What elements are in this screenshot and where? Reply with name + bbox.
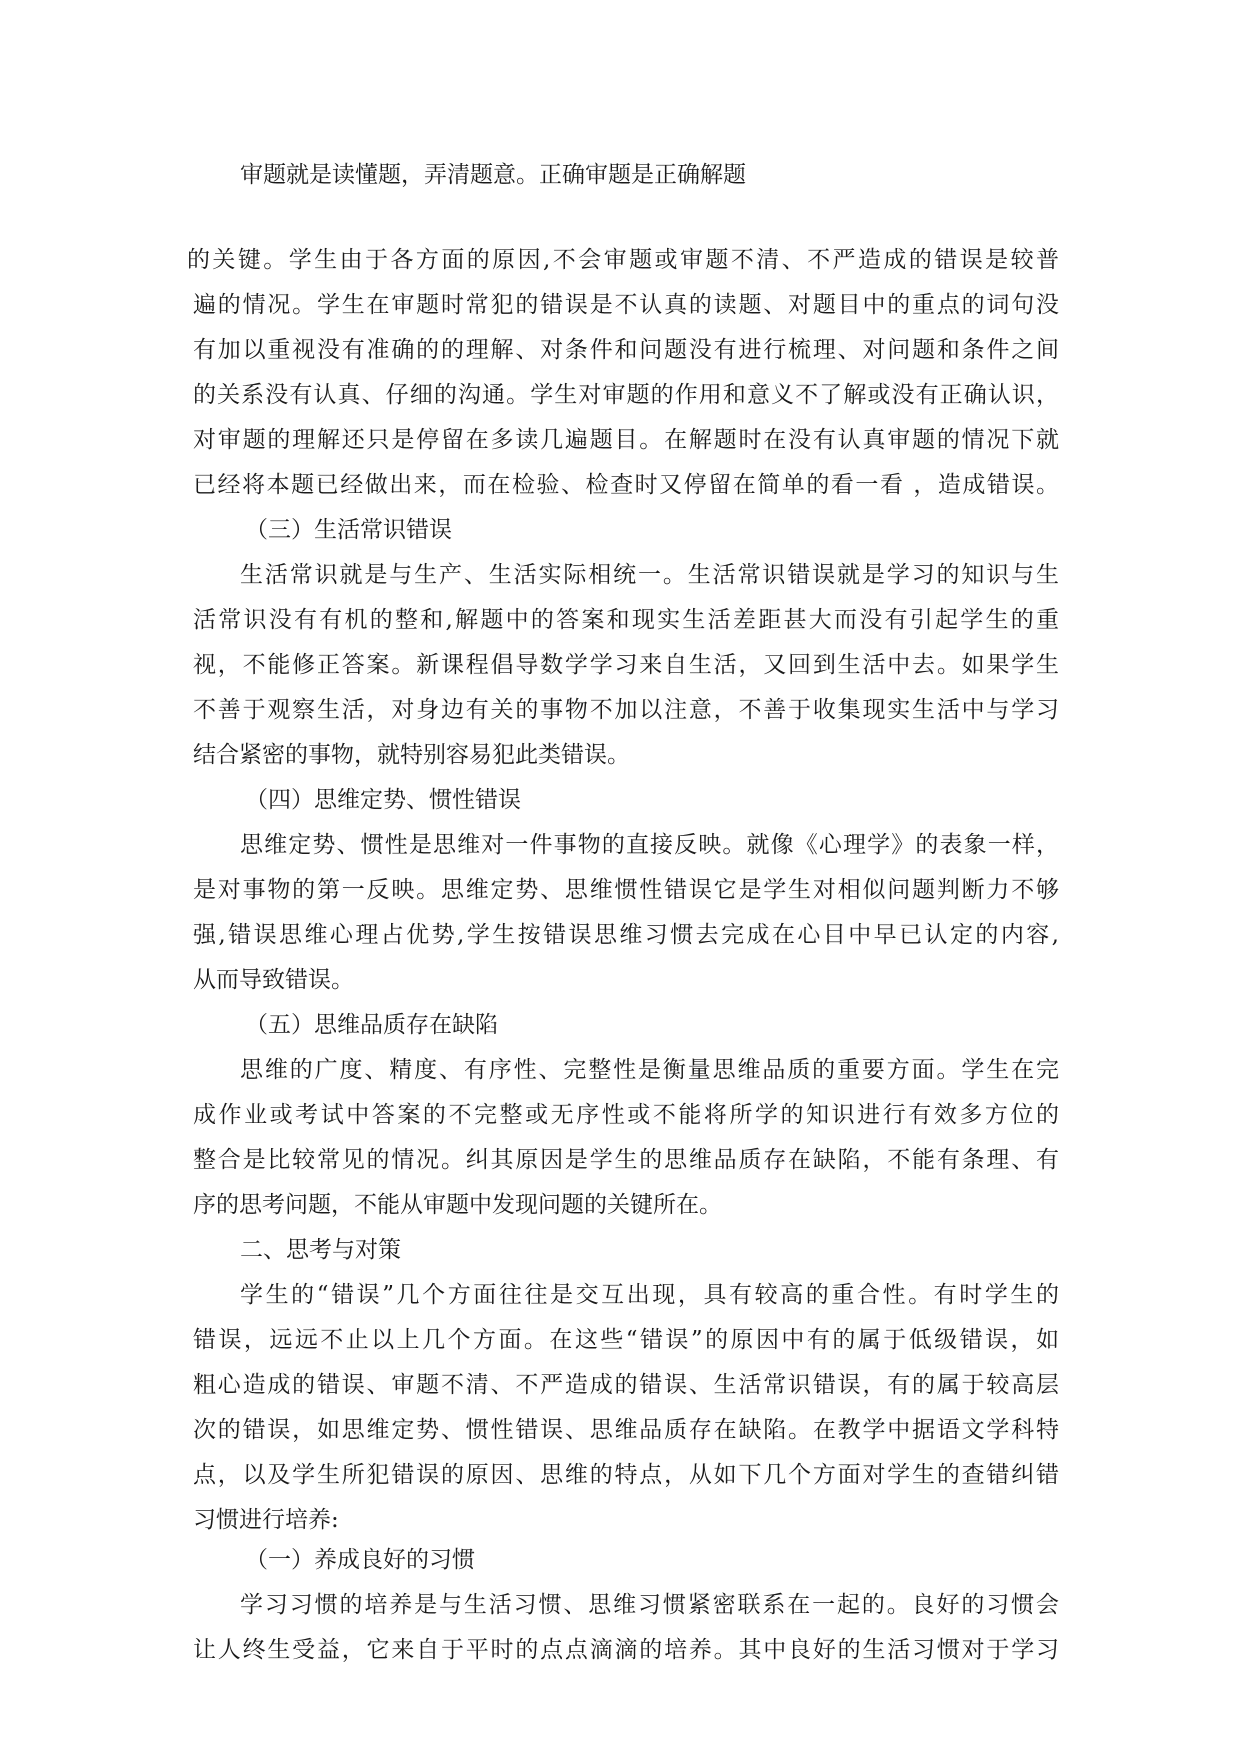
- paragraph-line: 活常识没有有机的整和,解题中的答案和现实生活差距甚大而没有引起学生的重: [193, 607, 1059, 633]
- paragraph-line: 整合是比较常见的情况。纠其原因是学生的思维品质存在缺陷，不能有条理、有: [193, 1147, 1059, 1173]
- paragraph-line: 不善于观察生活，对身边有关的事物不加以注意，不善于收集现实生活中与学习: [193, 697, 1059, 723]
- paragraph-line: 序的思考问题，不能从审题中发现问题的关键所在。: [193, 1192, 722, 1218]
- paragraph-line: 学习习惯的培养是与生活习惯、思维习惯紧密联系在一起的。良好的习惯会: [240, 1592, 1059, 1618]
- paragraph-line: 的关键。学生由于各方面的原因,不会审题或审题不清、不严造成的错误是较普: [187, 247, 1059, 273]
- paragraph-line: 错误，远远不止以上几个方面。在这些“错误”的原因中有的属于低级错误，如: [193, 1327, 1059, 1353]
- section-heading: 二、思考与对策: [240, 1237, 401, 1263]
- section-heading: （三）生活常识错误: [245, 517, 452, 543]
- paragraph-line: 遍的情况。学生在审题时常犯的错误是不认真的读题、对题目中的重点的词句没: [193, 292, 1059, 318]
- paragraph-line: 的关系没有认真、仔细的沟通。学生对审题的作用和意义不了解或没有正确认识，: [193, 382, 1059, 408]
- section-heading: （四）思维定势、惯性错误: [245, 787, 521, 813]
- paragraph-line: 视，不能修正答案。新课程倡导数学学习来自生活，又回到生活中去。如果学生: [193, 652, 1059, 678]
- paragraph-line: 习惯进行培养:: [193, 1507, 339, 1533]
- paragraph-line: 有加以重视没有准确的的理解、对条件和问题没有进行梳理、对问题和条件之间: [193, 337, 1059, 363]
- paragraph-line: 让人终生受益，它来自于平时的点点滴滴的培养。其中良好的生活习惯对于学习: [193, 1637, 1059, 1663]
- paragraph-line: 次的错误，如思维定势、惯性错误、思维品质存在缺陷。在教学中据语文学科特: [193, 1417, 1059, 1443]
- paragraph-line: 对审题的理解还只是停留在多读几遍题目。在解题时在没有认真审题的情况下就: [193, 427, 1059, 453]
- paragraph-line: 结合紧密的事物，就特别容易犯此类错误。: [193, 742, 630, 768]
- paragraph-line: 从而导致错误。: [193, 967, 354, 993]
- paragraph-line: 生活常识就是与生产、生活实际相统一。生活常识错误就是学习的知识与生: [240, 562, 1059, 588]
- paragraph-line: 已经将本题已经做出来，而在检验、检查时又停留在简单的看一看 ，造成错误。: [193, 472, 1059, 498]
- section-heading: （五）思维品质存在缺陷: [245, 1012, 498, 1038]
- paragraph-line: 成作业或考试中答案的不完整或无序性或不能将所学的知识进行有效多方位的: [193, 1102, 1059, 1128]
- paragraph-line: 思维的广度、精度、有序性、完整性是衡量思维品质的重要方面。学生在完: [240, 1057, 1059, 1083]
- paragraph-line: 强,错误思维心理占优势,学生按错误思维习惯去完成在心目中早已认定的内容,: [193, 922, 1059, 948]
- paragraph-line: 是对事物的第一反映。思维定势、思维惯性错误它是学生对相似问题判断力不够: [193, 877, 1059, 903]
- paragraph-line: 学生的“错误”几个方面往往是交互出现，具有较高的重合性。有时学生的: [240, 1282, 1059, 1308]
- section-heading: （一）养成良好的习惯: [245, 1547, 475, 1573]
- paragraph-line: 思维定势、惯性是思维对一件事物的直接反映。就像《心理学》的表象一样，: [240, 832, 1059, 858]
- paragraph-line: 点，以及学生所犯错误的原因、思维的特点，从如下几个方面对学生的查错纠错: [193, 1462, 1059, 1488]
- paragraph-line: 审题就是读懂题，弄清题意。正确审题是正确解题: [240, 162, 746, 188]
- paragraph-line: 粗心造成的错误、审题不清、不严造成的错误、生活常识错误，有的属于较高层: [193, 1372, 1059, 1398]
